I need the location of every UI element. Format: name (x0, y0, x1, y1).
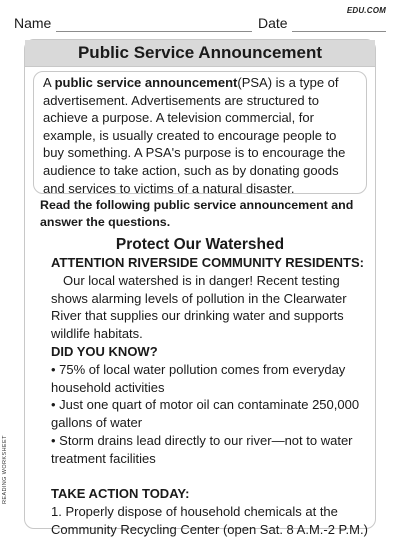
side-label: READING WORKSHEET (2, 435, 8, 504)
spacer (51, 468, 373, 486)
worksheet-card (24, 39, 376, 537)
page-title: Public Service Announcement (77, 43, 323, 62)
date-label: Date (258, 15, 288, 31)
psa-body (51, 254, 373, 539)
fact-item: • 75% of local water pollution comes from everyday household activities (51, 361, 346, 395)
name-label: Name (14, 15, 52, 31)
fact-item: • Storm drains lead directly to our river—not to water treatment facilities (51, 432, 353, 466)
definition-box (33, 71, 367, 194)
intro-paragraph: Our local watershed is in danger! Recent testing shows alarming levels of pollution in the Clearwater River that supplies our drinking water and supports wildlife habitats. (51, 272, 347, 342)
action-item: 1. Properly dispose of household chemicals at the Community Recycling Center (open Sat. 8 A.M.-2 P.M.) (51, 504, 368, 537)
date-line (292, 31, 386, 32)
definition-term: public service announcement (54, 75, 238, 90)
psa-title: Protect Our Watershed (115, 236, 285, 253)
definition-pre: A (43, 75, 55, 90)
title-bar (25, 40, 375, 67)
name-line (56, 31, 252, 32)
attention-line: ATTENTION RIVERSIDE COMMUNITY RESIDENTS: (51, 255, 364, 270)
take-action-heading: TAKE ACTION TODAY: (51, 486, 190, 502)
fact-item: • Just one quart of motor oil can contaminate 250,000 gallons of water (51, 397, 360, 431)
definition-text: (PSA) is a type of advertisement. Advertisements are structured to achieve a purpose. A television commercial, for example, is usually created to encourage people to buy something. A PSA's purpose is to encourage the audience to take action, such as by donating goods and services to victims of a natural disaster. (43, 75, 346, 196)
header-row (14, 14, 386, 34)
instructions: Read the following public service announcement and answer the questions. (40, 198, 354, 229)
did-you-know-heading: DID YOU KNOW? (51, 343, 158, 359)
brand-logo: EDU.COM (346, 6, 386, 15)
